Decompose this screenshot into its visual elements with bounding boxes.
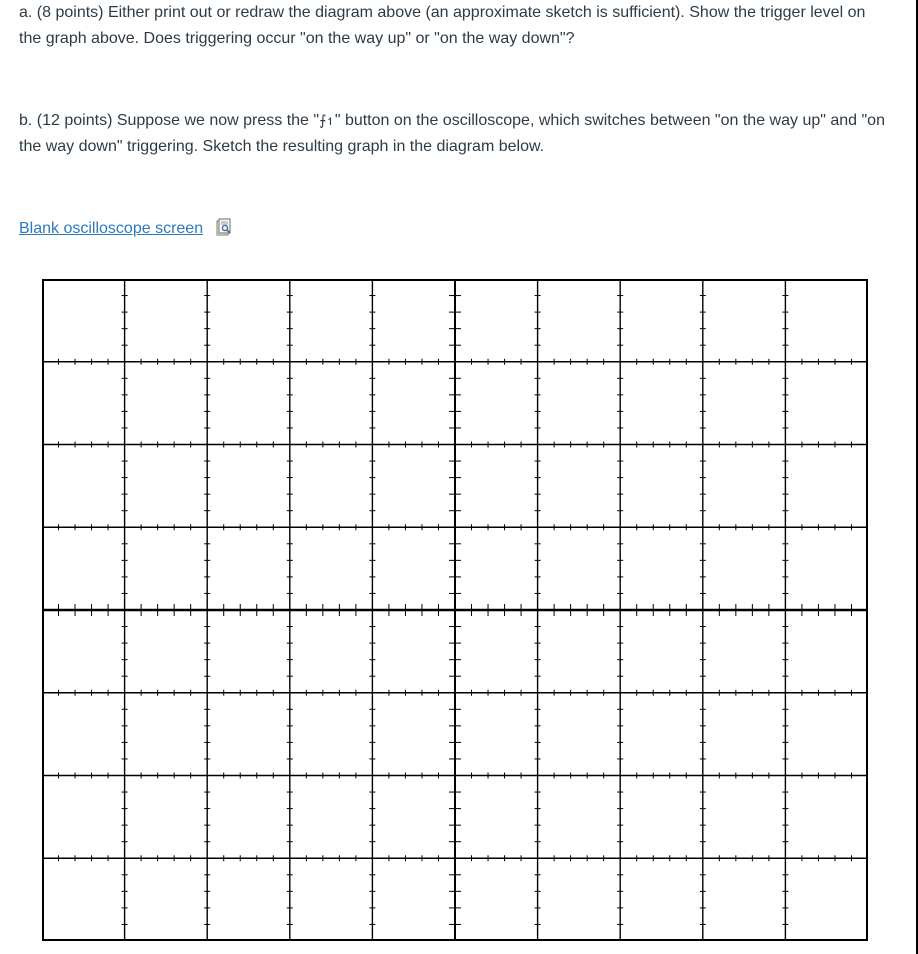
question-b-label: b. — [19, 112, 33, 129]
blank-oscilloscope-screen-link[interactable]: Blank oscilloscope screen — [19, 220, 204, 237]
document-preview-icon[interactable] — [216, 218, 232, 236]
question-b-text-before: (12 points) Suppose we now press the " — [36, 112, 320, 129]
question-a-label: a. — [19, 4, 33, 21]
trigger-slope-button-glyph: ⨍↿ — [319, 113, 335, 129]
question-a-text: (8 points) Either print out or redraw the diagram above (an approximate sketch is sufficient). Show the trigger level on the graph above. Does triggering occur "on the way up" or "on the way down"? — [19, 4, 866, 47]
attachment-row — [19, 216, 232, 242]
question-b — [19, 108, 889, 160]
question-a — [19, 0, 889, 52]
oscilloscope-grid — [42, 279, 868, 941]
question-b-text-after: " button on the oscilloscope, which switches between "on the way up" and "on the way down" triggering. Sketch the resulting graph in the diagram below. — [19, 112, 885, 155]
